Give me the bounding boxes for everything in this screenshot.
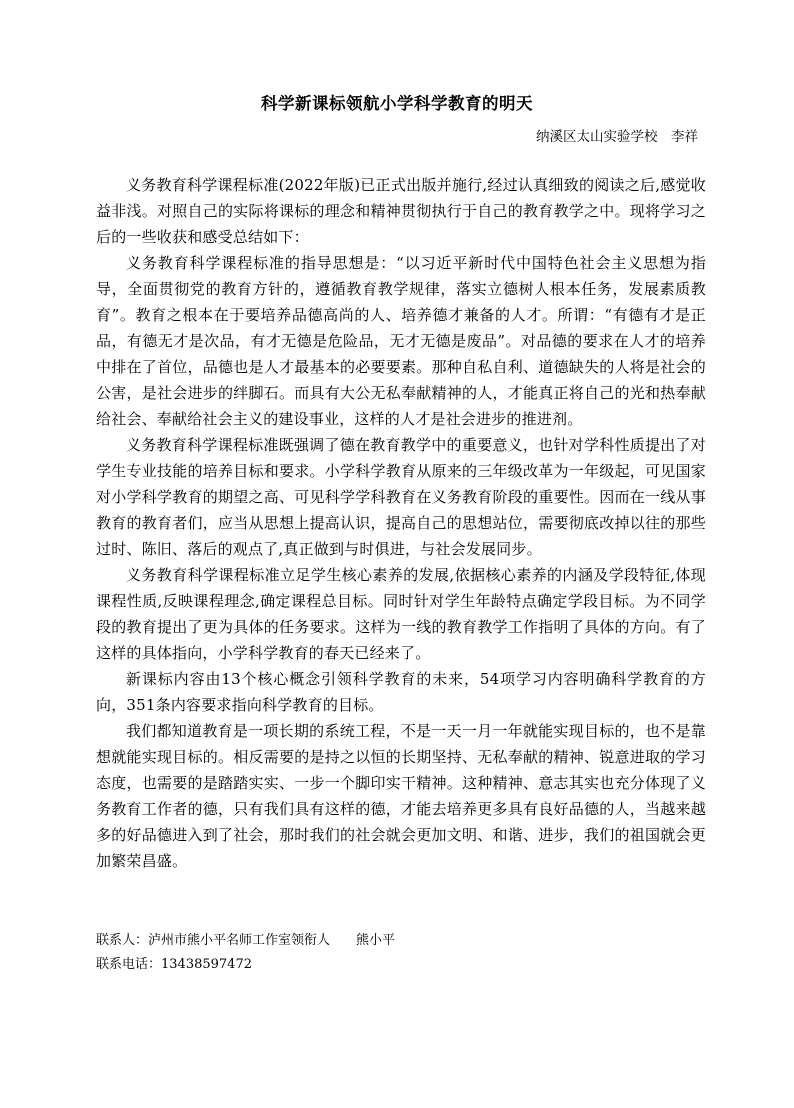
paragraph: 义务教育科学课程标准的指导思想是：“以习近平新时代中国特色社会主义思想为指导，全面贯彻党的教育方针的，遵循教育教学规律，落实立德树人根本任务，发展素质教育”。教育之根本在于要培养品德高尚的人、培养德才兼备的人才。所谓：“有德有才是正品，有德无才是次品，有才无德是危险品，无才无德是废品”。对品德的要求在人才的培养中排在了首位，品德也是人才最基本的必要要素。那种自私自利、道德缺失的人将是社会的公害，是社会进步的绊脚石。而具有大公无私奉献精神的人，才能真正将自己的光和热奉献给社会、奉献给社会主义的建设事业，这样的人才是社会进步的推进剂。 — [96, 254, 706, 428]
paragraph: 我们都知道教育是一项长期的系统工程，不是一天一月一年就能实现目标的，也不是靠想就能实现目标的。相反需要的是持之以恒的长期坚持、无私奉献的精神、锐意进取的学习态度，也需要的是踏踏实实、一步一个脚印实干精神。这种精神、意志其实也充分体现了义务教育工作者的德，只有我们具有这样的德，才能去培养更多具有良好品德的人，当越来越多的好品德进入到了社会，那时我们的社会就会更加文明、和谐、进步，我们的祖国就会更加繁荣昌盛。 — [96, 722, 706, 870]
paragraph: 义务教育科学课程标准(2022年版)已正式出版并施行,经过认真细致的阅读之后,感觉收益非浅。对照自己的实际将课标的理念和精神贯彻执行于自己的教育教学之中。现将学习之后的一些收获和感受总结如下： — [96, 176, 706, 246]
author-line: 纳溪区太山实验学校 李祥 — [536, 129, 698, 145]
document-title: 科学新课标领航小学科学教育的明天 — [261, 94, 533, 113]
paragraph: 义务教育科学课程标准既强调了德在教育教学中的重要意义，也针对学科性质提出了对学生专业技能的培养目标和要求。小学科学教育从原来的三年级改革为一年级起，可见国家对小学科学教育的期望之高、可见科学学科教育在义务教育阶段的重要性。因而在一线从事教育的教育者们，应当从思想上提高认识，提高自己的思想站位，需要彻底改掉以往的那些过时、陈旧、落后的观点了,真正做到与时俱进，与社会发展同步。 — [96, 436, 706, 558]
contact-person: 联系人：泸州市熊小平名师工作室领衔人 熊小平 — [96, 933, 396, 948]
paragraph: 义务教育科学课程标准立足学生核心素养的发展,依据核心素养的内涵及学段特征,体现课程性质,反映课程理念,确定课程总目标。同时针对学生年龄特点确定学段目标。为不同学段的教育提出了更为具体的任务要求。这样为一线的教育教学工作指明了具体的方向。有了这样的具体指向，小学科学教育的春天已经来了。 — [96, 566, 706, 662]
contact-phone: 联系电话：13438597472 — [96, 957, 252, 972]
contact-block — [96, 929, 395, 977]
paragraph: 新课标内容由13个核心概念引领科学教育的未来，54项学习内容明确科学教育的方向，351条内容要求指向科学教育的目标。 — [96, 670, 706, 714]
document-body — [96, 172, 706, 874]
